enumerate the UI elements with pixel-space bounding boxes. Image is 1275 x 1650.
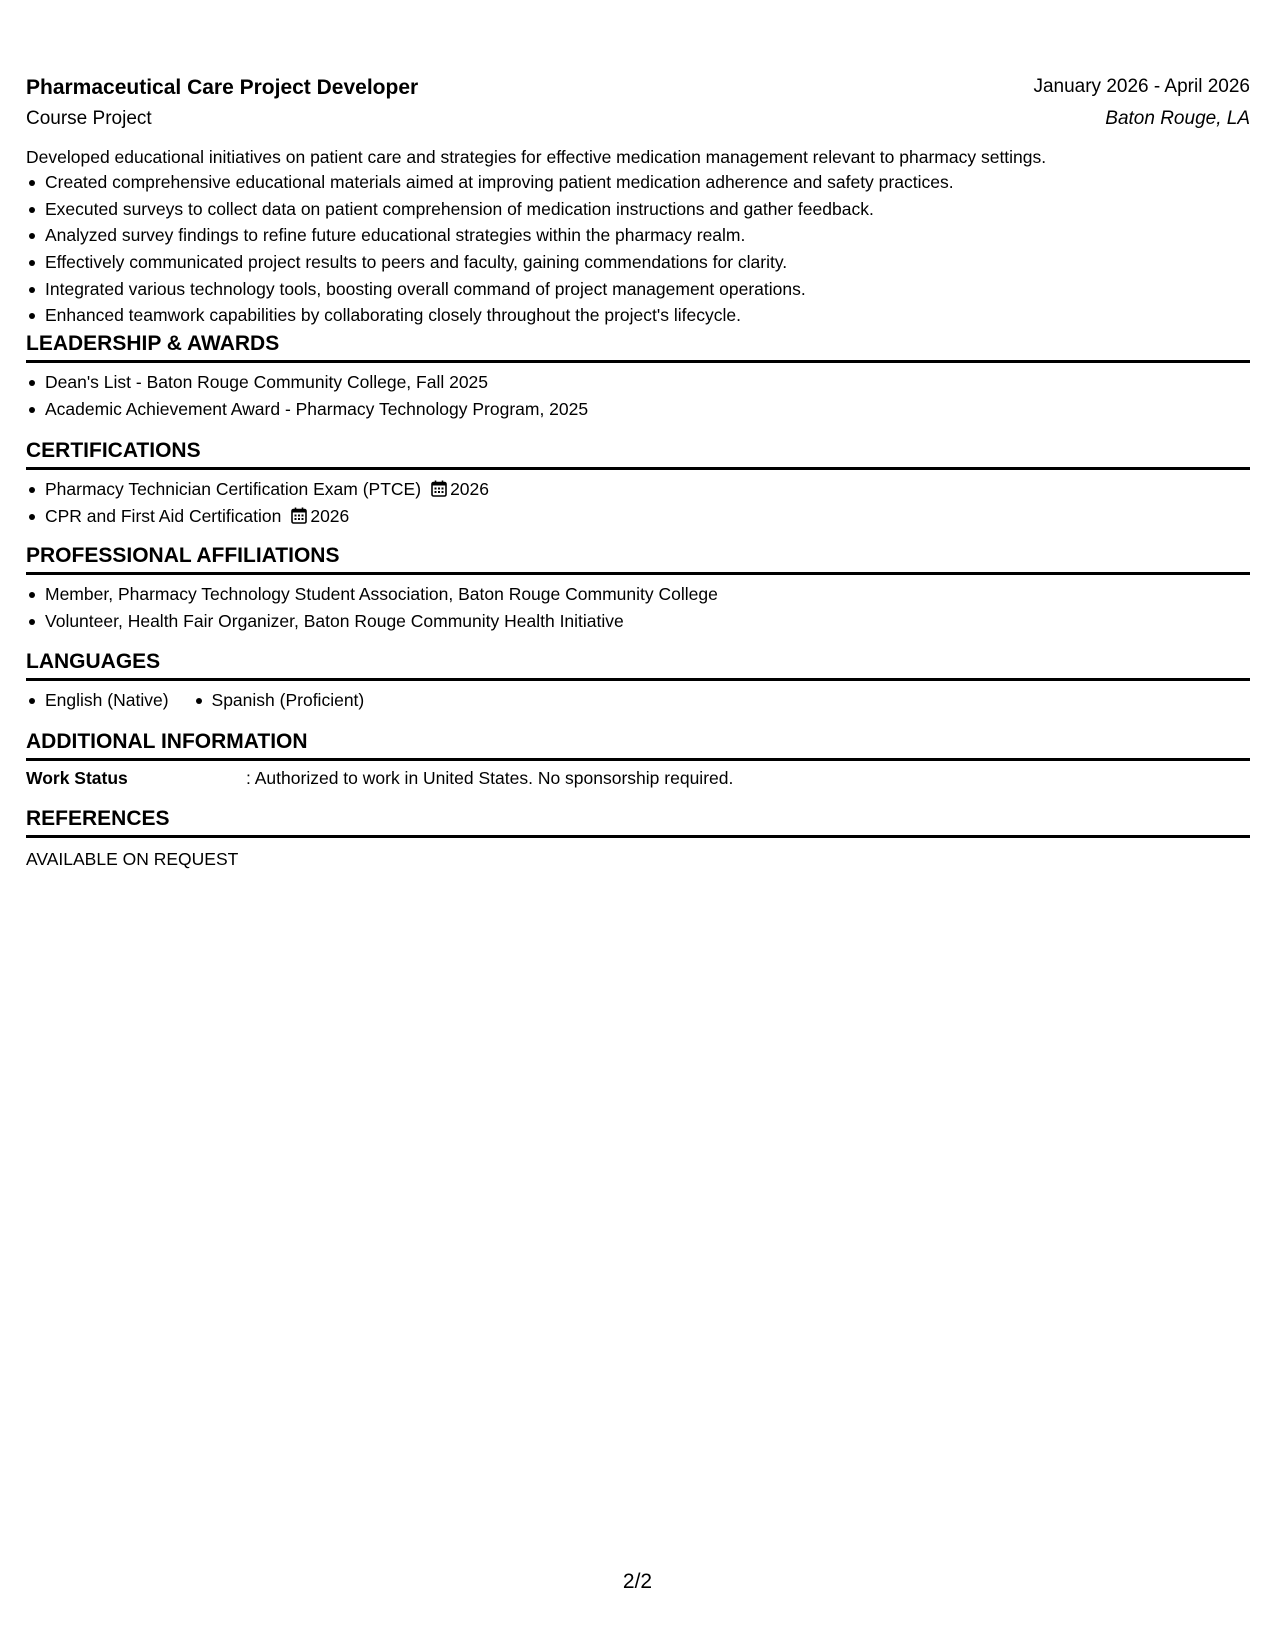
list-item: Academic Achievement Award - Pharmacy Technology Program, 2025 (26, 398, 1250, 425)
certification-name: Pharmacy Technician Certification Exam (PTCE) (45, 479, 422, 499)
languages-list (26, 689, 1250, 716)
certification-year: 2026 (450, 479, 489, 499)
section-divider (26, 360, 1250, 363)
section-divider (26, 678, 1250, 681)
project-title: Pharmaceutical Care Project Developer (26, 76, 419, 99)
section-title: PROFESSIONAL AFFILIATIONS (26, 544, 340, 567)
list-item: Volunteer, Health Fair Organizer, Baton Rouge Community Health Initiative (26, 610, 1250, 637)
page-number: 2/2 (622, 1570, 653, 1593)
section-title: CERTIFICATIONS (26, 439, 201, 462)
calendar-icon (291, 507, 307, 529)
calendar-icon (431, 480, 447, 502)
project-dates: January 2026 - April 2026 (1033, 76, 1250, 97)
certifications-section (26, 437, 1250, 531)
list-item (26, 505, 1250, 532)
additional-info-section (26, 728, 1250, 792)
section-title: LANGUAGES (26, 650, 161, 673)
list-item: Effectively communicated project results to peers and faculty, gaining commendations for clarity. (26, 251, 954, 278)
project-summary: Developed educational initiatives on patient care and strategies for effective medication management relevant to pharmacy settings. (26, 147, 1047, 167)
section-divider (26, 835, 1250, 838)
section-title: ADDITIONAL INFORMATION (26, 730, 308, 753)
certification-name: CPR and First Aid Certification (45, 505, 282, 526)
section-divider (26, 572, 1250, 575)
list-item: Analyzed survey findings to refine future educational strategies within the pharmacy realm. (26, 224, 954, 251)
references-text: AVAILABLE ON REQUEST (26, 849, 239, 869)
list-item: Dean's List - Baton Rouge Community College, Fall 2025 (26, 371, 1250, 398)
list-item: Member, Pharmacy Technology Student Association, Baton Rouge Community College (26, 583, 1250, 610)
work-status-value: : Authorized to work in United States. No sponsorship required. (246, 768, 734, 788)
section-title: LEADERSHIP & AWARDS (26, 332, 280, 355)
project-header (26, 76, 1250, 136)
references-section (26, 805, 1250, 870)
certifications-list (26, 478, 1250, 531)
project-bullet-list (26, 171, 954, 331)
affiliations-list (26, 583, 1250, 636)
project-location: Baton Rouge, LA (1105, 108, 1250, 129)
section-divider (26, 758, 1250, 761)
section-divider (26, 467, 1250, 470)
work-status-row (26, 768, 1250, 792)
affiliations-section (26, 542, 1250, 636)
work-status-label: Work Status (26, 768, 128, 788)
leadership-list (26, 371, 1250, 424)
list-item: Integrated various technology tools, boosting overall command of project management operations. (26, 278, 954, 305)
list-item: Enhanced teamwork capabilities by collaborating closely throughout the project's lifecycle. (26, 304, 954, 331)
list-item: Spanish (Proficient) (193, 689, 365, 716)
list-item: Created comprehensive educational materials aimed at improving patient medication adherence and safety practices. (26, 171, 954, 198)
section-title: REFERENCES (26, 807, 170, 830)
list-item: English (Native) (26, 689, 169, 716)
leadership-section (26, 330, 1250, 424)
project-subtitle: Course Project (26, 108, 152, 129)
list-item: Executed surveys to collect data on patient comprehension of medication instructions and gather feedback. (26, 198, 954, 225)
languages-section (26, 648, 1250, 716)
certification-year: 2026 (310, 505, 350, 526)
list-item (26, 478, 1250, 505)
